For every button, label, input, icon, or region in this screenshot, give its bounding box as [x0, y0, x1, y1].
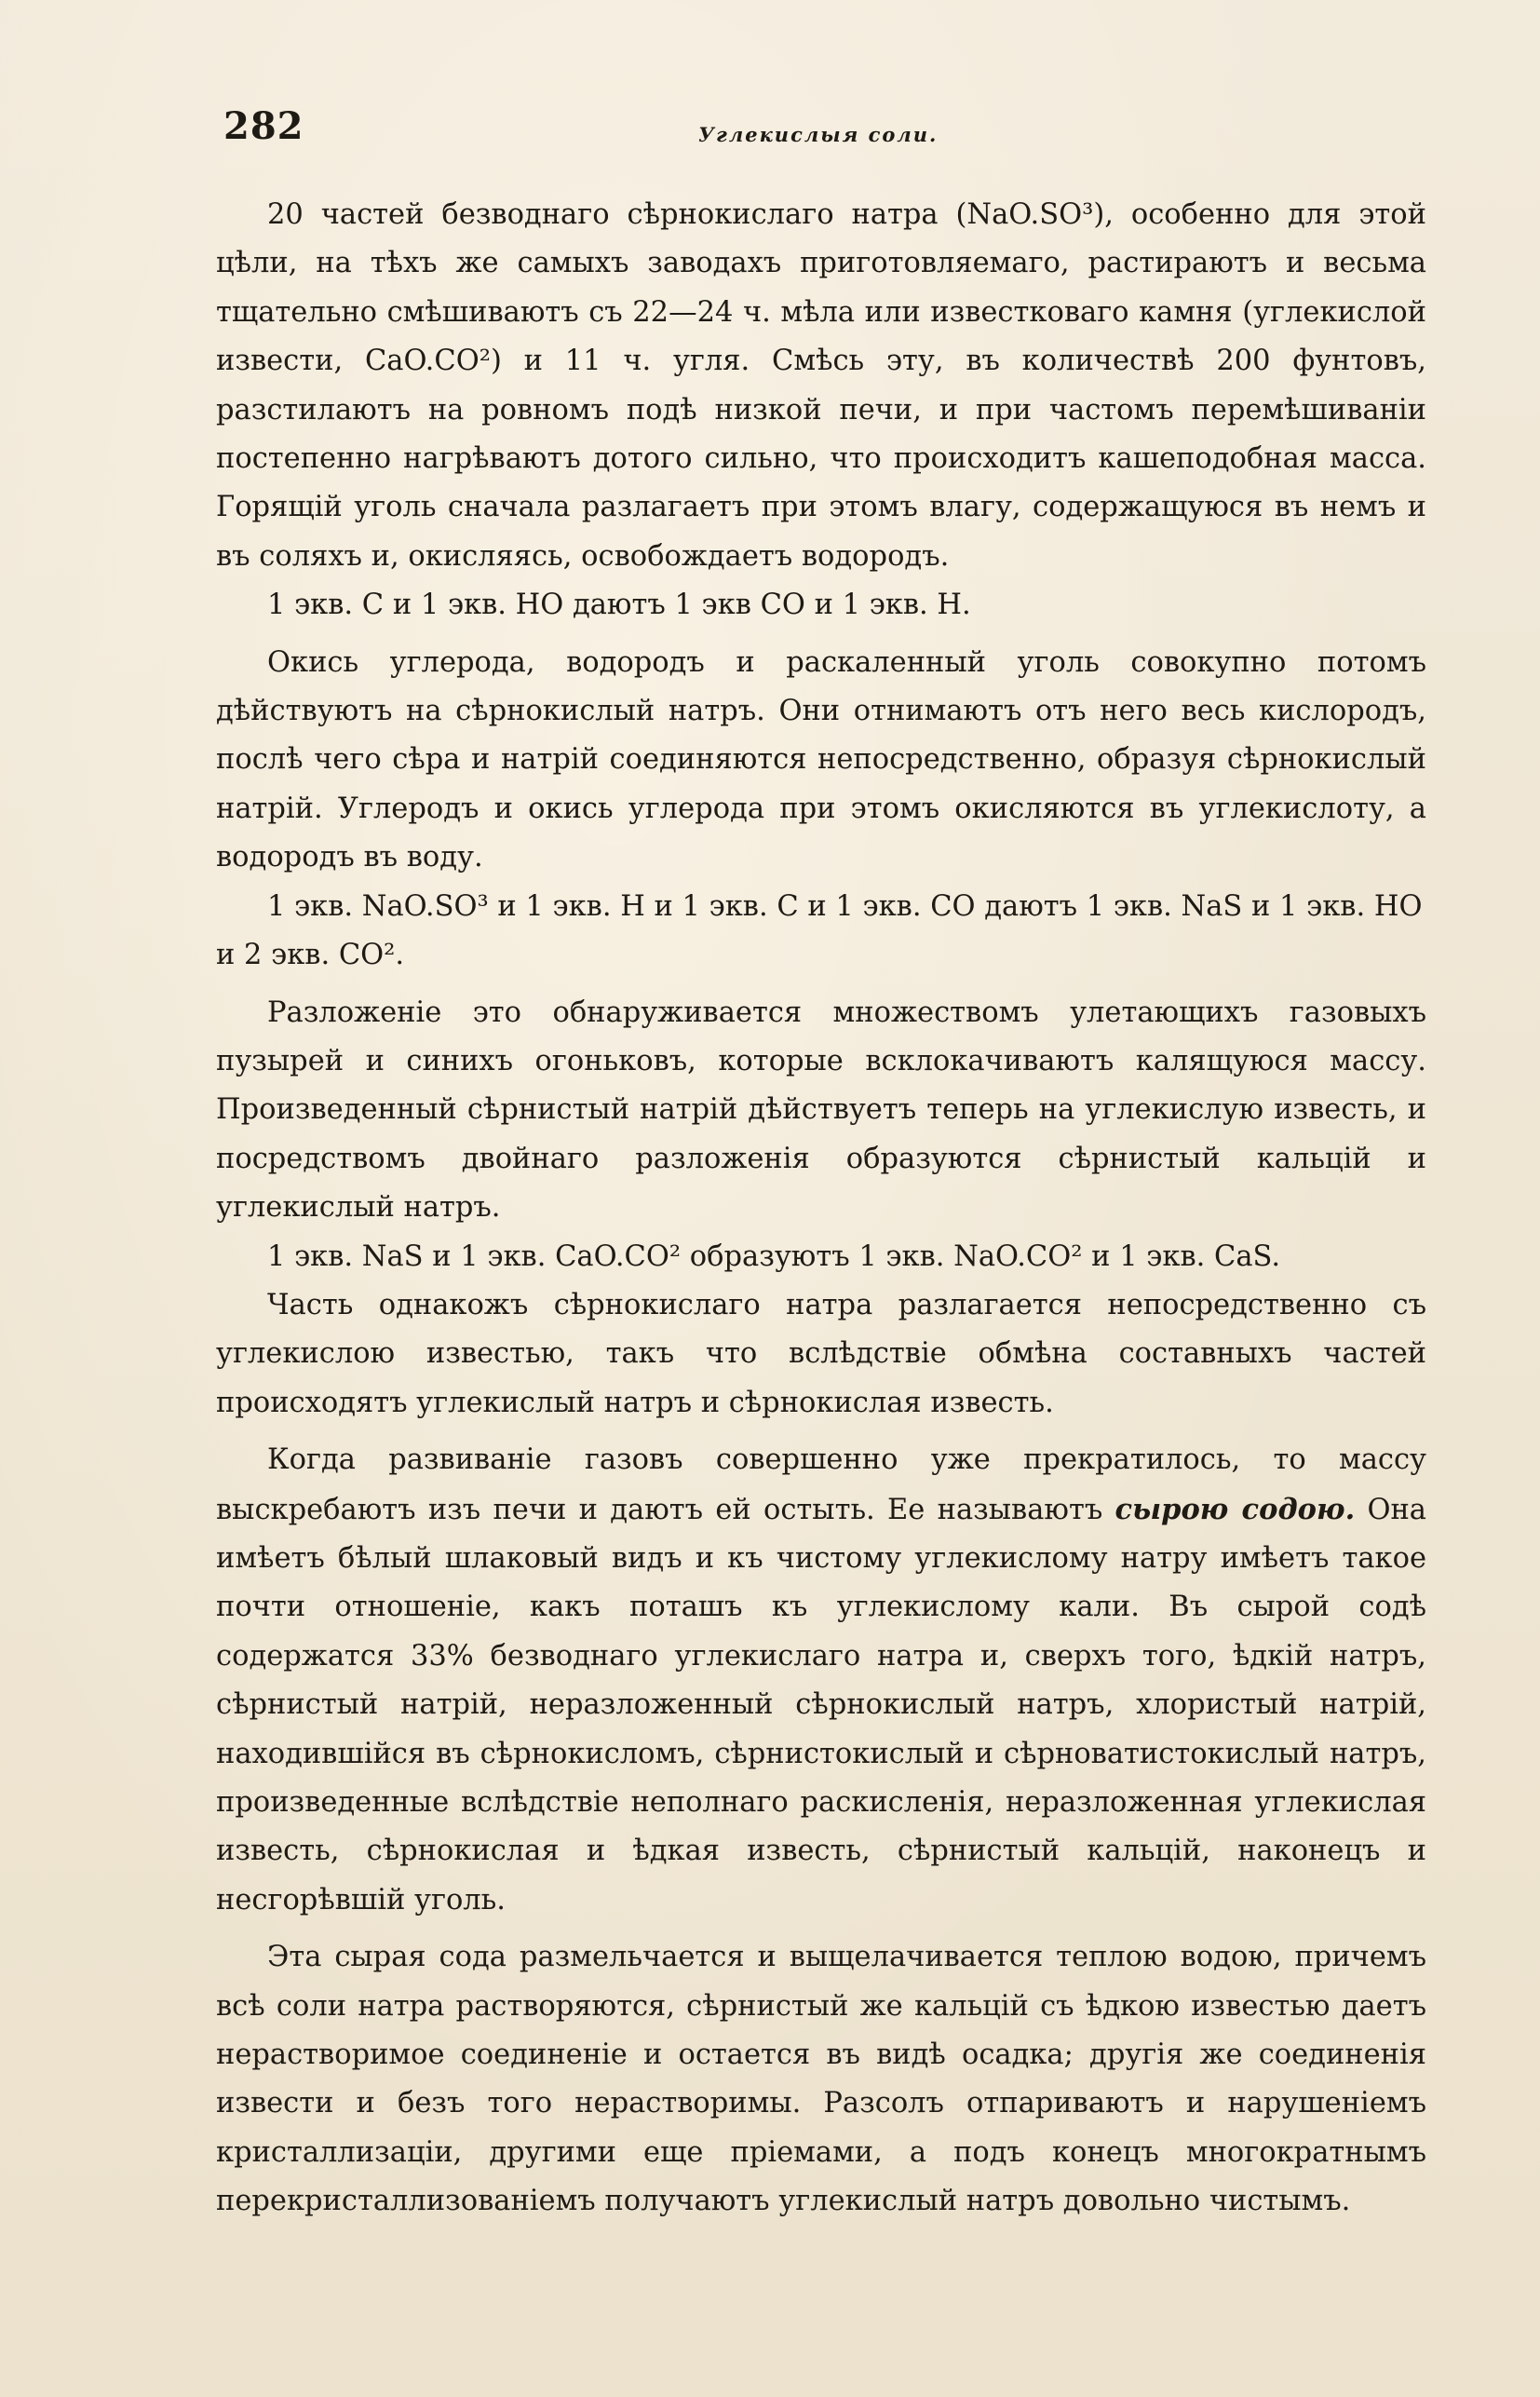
equation-sulfate-reduction: 1 экв. NaO.SO³ и 1 экв. H и 1 экв. C и 1 экв. CO даютъ 1 экв. NaS и 1 экв. HO и 2 экв. CO².	[216, 889, 1423, 972]
equation-double-decomposition: 1 экв. NaS и 1 экв. CaO.CO² образуютъ 1 экв. NaO.CO² и 1 экв. CaS.	[267, 1239, 1281, 1273]
raw-soda-term: сырою содою.	[1114, 1492, 1356, 1526]
paragraph-reduction: Окись углерода, водородъ и раскаленный уголь совокупно потомъ дѣйствуютъ на сѣрнокислый натръ. Они отнимаютъ отъ него весь кислородъ, послѣ чего сѣра и натрій соединяются непосредственно, образуя сѣрнокислый натрій. Углеродъ и окись углерода при этомъ окисляются въ углекислоту, а водородъ въ воду.	[216, 645, 1426, 874]
raw-soda-text-after: Она имѣетъ бѣлый шлаковый видъ и къ чистому углекислому натру имѣетъ такое почти отношеніе, какъ поташъ къ углекислому кали. Въ сырой содѣ содержатся 33% безводнаго углекислаго натра и, сверхъ того, ѣдкій натръ, сѣрнистый натрій, неразложенный сѣрнокислый натръ, хлористый натрій, находившійся въ сѣрнокисломъ, сѣрнистокислый и сѣрноватистокислый натръ, произведенные вслѣдствіе неполнаго раскисленія, неразложенная углекислая известь, сѣрнокислая и ѣдкая известь, сѣрнистый кальцій, наконецъ и несгорѣвшій уголь.	[216, 1493, 1426, 1916]
page-header	[223, 104, 1406, 160]
body-text	[216, 191, 1426, 2227]
paragraph-raw-soda	[216, 1436, 1426, 1925]
paragraph-side-reaction: Часть однакожъ сѣрнокислаго натра разлагается непосредственно съ углекислою известью, такъ что вслѣдствіе обмѣна составныхъ частей происходятъ углекислый натръ и сѣрнокислая известь.	[216, 1288, 1426, 1419]
paragraph-preparation: 20 частей безводнаго сѣрнокислаго натра (NaO.SO³), особенно для этой цѣли, на тѣхъ же самыхъ заводахъ приготовляемаго, растираютъ и весьма тщательно смѣшиваютъ съ 22—24 ч. мѣла или известковаго камня (углекислой извести, CaO.CO²) и 11 ч. угля. Смѣсь эту, въ количествѣ 200 фунтовъ, разстилаютъ на ровномъ подѣ низкой печи, и при частомъ перемѣшиваніи постепенно нагрѣваютъ дотого сильно, что происходитъ кашеподобная масса. Горящій уголь сначала разлагаетъ при этомъ влагу, содержащуюся въ немъ и въ соляхъ и, окисляясь, освобождаетъ водородъ.	[216, 198, 1426, 573]
running-title: Углекислыя соли.	[698, 123, 939, 146]
paragraph-decomposition: Разложеніе это обнаруживается множествомъ улетающихъ газовыхъ пузырей и синихъ огоньковъ, которые всклокачиваютъ калящуюся массу. Произведенный сѣрнистый натрій дѣйствуетъ теперь на углекислую известь, и посредствомъ двойнаго разложенія образуются сѣрнистый кальцій и углекислый натръ.	[216, 995, 1426, 1225]
raw-soda-text-before: Когда развиваніе газовъ совершенно уже прекратилось, то массу выскребаютъ изъ печи и даютъ ей остыть. Ее называютъ	[216, 1443, 1426, 1526]
paragraph-purification: Эта сырая сода размельчается и выщелачивается теплою водою, причемъ всѣ соли натра растворяются, сѣрнистый же кальцій съ ѣдкою известью даетъ нерастворимое соединеніе и остается въ видѣ осадка; другія же соединенія извести и безъ того нерастворимы. Разсолъ отпариваютъ и нарушеніемъ кристаллизаціи, другими еще пріемами, а подъ конецъ многократнымъ перекристаллизованіемъ получаютъ углекислый натръ довольно чистымъ.	[216, 1941, 1426, 2218]
page-number: 282	[223, 104, 304, 148]
equation-carbon-water: 1 экв. C и 1 экв. HO даютъ 1 экв CO и 1 экв. H.	[267, 589, 971, 622]
